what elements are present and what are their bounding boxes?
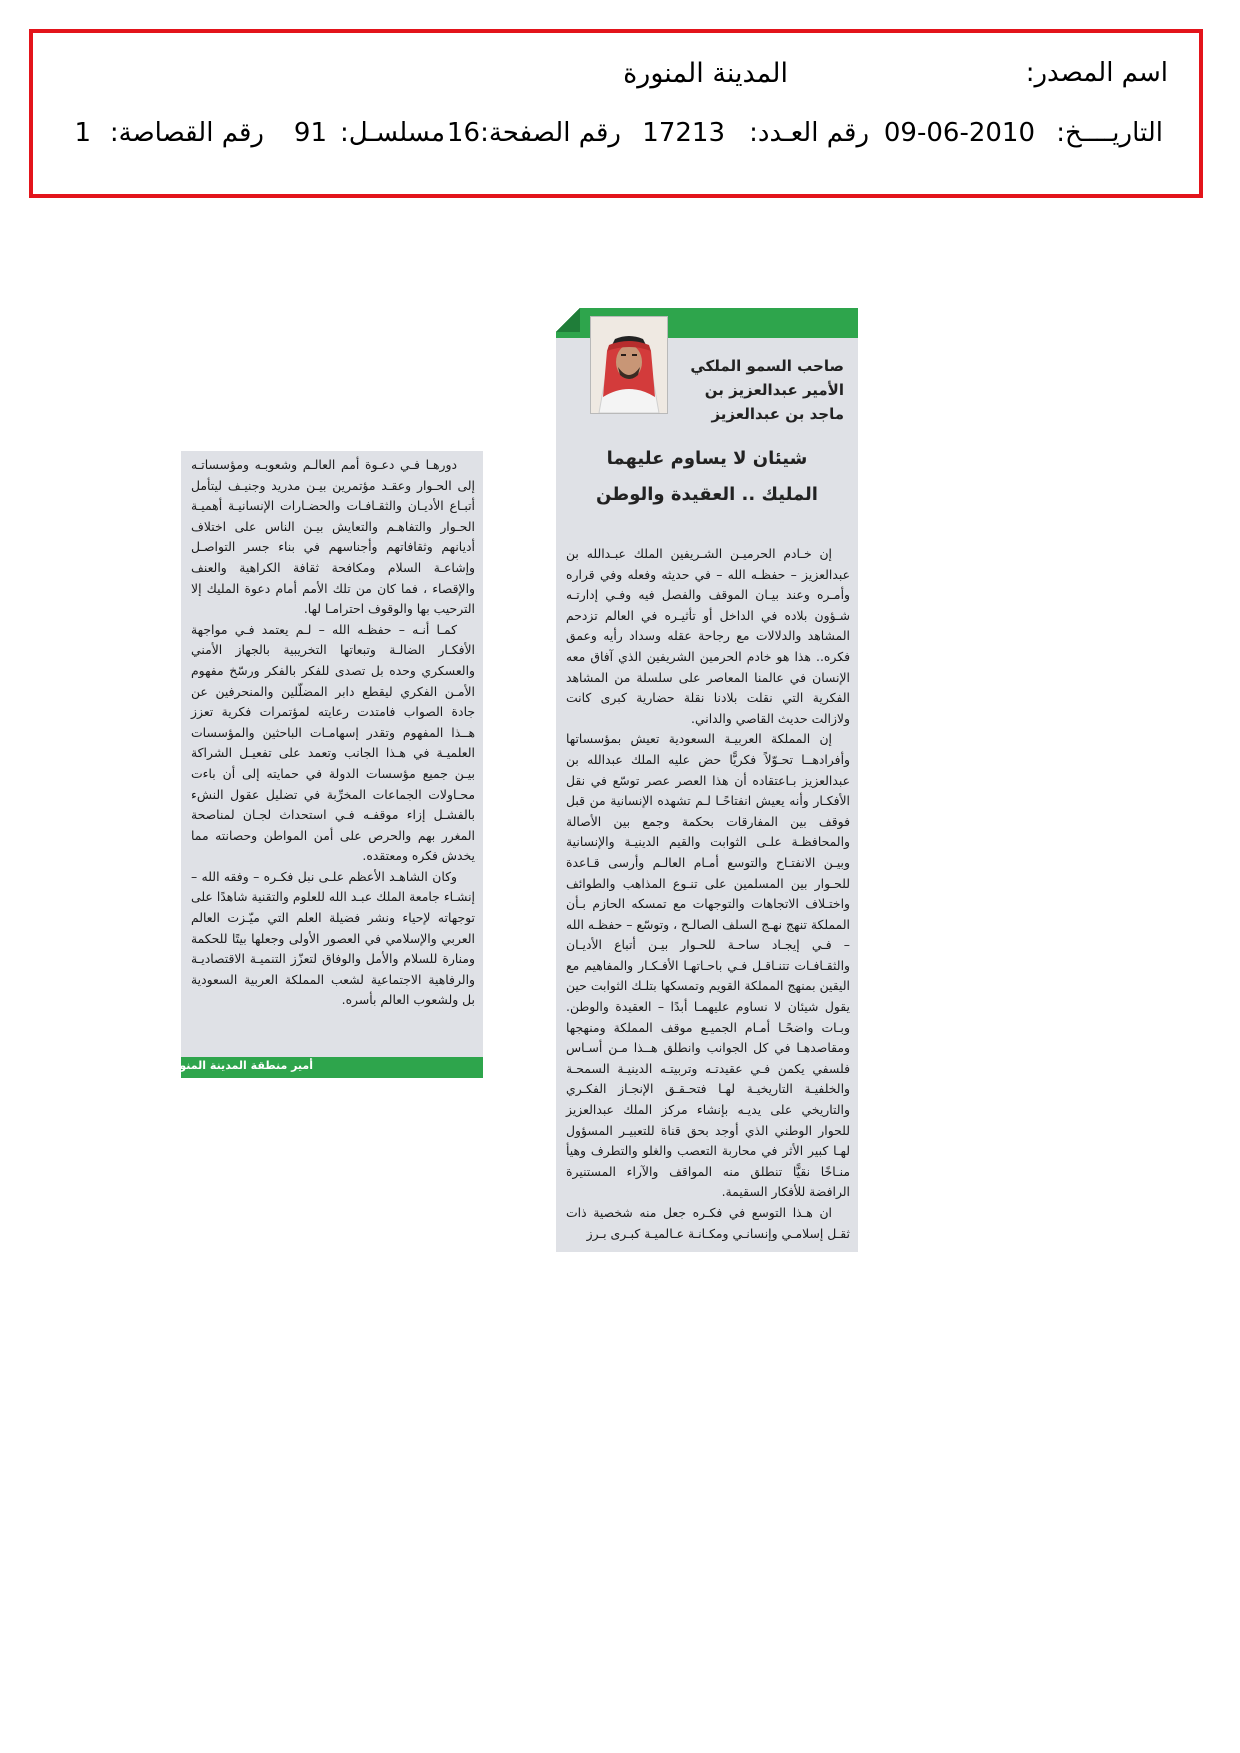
- date-label: التاريــــخ:: [1056, 118, 1163, 148]
- serial-label: مسلسـل:: [340, 118, 445, 148]
- page-label: رقم الصفحة:: [480, 118, 621, 148]
- paragraph: كمـا أنـه – حفظـه الله – لـم يعتمد فـي مواجهة الأفكـار الضالـة وتبعاتها التخريبية بالجهاز الأمني والعسكري وحده بل تصدى للفكر بالفكر ورسّخ مفهوم الأمـن الفكري ليقطع دابر المضلّلين والمنحرفين عن جادة الصواب فامتدت رعايته لمؤتمرات فكرية تعزز هــذا المفهوم وتقدر إسهامـات الباحثين والمؤسسات العلميـة في هـذا الجانب وتعمد على تفعيـل الشراكة بيـن جميع مؤسسات الدولة في حمايته إلى أن باءت محـاولات الجماعات المخرِّبة في تضليل عقول النشء بالفشـل إزاء موقفـه فـي استحداث لجـان لمناصحة المغرر بهم والحرص على أمن المواطن وحصانته مما يخدش فكره ومعتقده.: [191, 621, 475, 864]
- paragraph: إن خـادم الحرميـن الشـريفين الملك عبـدالله بن عبدالعزيز – حفظـه الله – في حديثه وفعله وفي قراره وأمـره وعند بيـان الموقف والفصل فيه وفـي إدارتـه شـؤون بلاده في الداخل أو تأثيـره في العالم تزدحم المشاهد والدلالات مع رجاحة عقله وسداد رأيه وعمق فكره.. هذا هو خادم الحرمين الشريفين الذي آفاق معه الإنسان في عالمنا المعاصر على سلسلة من المشاهد الفكرية التي نقلت بلادنا نقلة حضارية كبرى كانت ولازالت حديث القاصي والداني.: [566, 546, 850, 726]
- author-line-2: الأمير عبدالعزيز بن: [704, 381, 844, 399]
- article-body-right: [566, 544, 850, 1244]
- article-left-column: [181, 451, 483, 1076]
- date-value: 09-06-2010: [883, 118, 1035, 148]
- article-body-left: [191, 455, 475, 1011]
- paragraph: وكان الشاهـد الأعظم علـى نبل فكـره – وفقه الله – إنشـاء جامعة الملك عبـد الله للعلوم والتقنية شاهدًا على توجهاته لإحياء ونشر فضيلة العلم التي ميّـزت العالم العربي والإسلامي في العصور الأولى وجعلها بيتًا للحكمة ومنارة للسلام والأمل والوفاق لتعزّز التنميـة الاقتصاديـة والرفاهية الاجتماعية لشعب المملكة العربية السعودية بل ولشعوب العالم بأسره.: [191, 868, 475, 1008]
- clip-value: 1: [74, 118, 91, 148]
- issue-label: رقم العـدد:: [749, 118, 869, 148]
- clip-label: رقم القصاصة:: [109, 118, 264, 148]
- author-name: [674, 354, 844, 426]
- paragraph: ان هـذا التوسع في فكـره جعل منه شخصية ذات ثقـل إسلامـي وإنسانـي ومكـانـة عـالميـة كبـرى بـرز: [566, 1205, 850, 1241]
- serial-value: 91: [293, 118, 327, 148]
- source-value: المدينة المنورة: [623, 58, 788, 89]
- caption-band: [166, 1057, 483, 1078]
- author-line-1: صاحب السمو الملكي: [690, 357, 844, 375]
- author-photo: [590, 316, 668, 414]
- source-label: اسم المصدر:: [1025, 58, 1168, 88]
- paragraph: إن المملكة العربيـة السعودية تعيش بمؤسساتها وأفرادهــا تحـوّلاً فكريًّا حض عليه الملك عبدالله بن عبدالعزيز بـاعتقاده أن هذا العصر عصر توسّع في نقل الأفكـار وأنه يعيش انفتاحًـا لـم تشهده الإنسانية من قبل فوقف بين المفارقات بحكمة وجمع بين الأصالة والمحافظـة علـى الثوابت والقيم الدينيـة والإنسانية وبيـن الانفتـاح والتوسع أمـام العالـم وأرسى قـاعدة للحـوار بين المسلمين على تنـوع المذاهب والطوائف واختـلاف الاتجاهات والتوجهات مع تمسكه الحازم بـأن المملكة تنهج نهـج السلف الصالـح ، وتوسّع – حفظـه الله – فـي إيجـاد ساحـة للحـوار بيـن أتباع الأديـان والثقـافـات تتنـاقـل فـي باحـاتهـا الأفـكـار والمفاهيم مع اليقين بمنهج المملكة القويم وتمسكها بتلـك الثوابت حين يقول شيئان لا نساوم عليهمـا أبدًا – العقيدة والوطن. وبـات واضحًـا أمـام الجميـع موقف المملكة ومنهجها ومقاصدهـا في كل الجوانب وانطلق هــذا مـن أسـاس فلسفي يكمن فـي عقيدتـه وتربيتـه الدينيـة السمحـة والخلفيـة التاريخيـة لهـا فتحـقـق الإنجـاز الفكـري والتاريخي على يديـه بإنشاء مركز الملك عبدالعزيز للحوار الوطني الذي أوجد بحق قناة للتعبيـر المسؤول لهـا كبير الأثر في محاربة التعصب والغلو والتطرف وهيأ منـاخًا نقيًّا تنطلق منه المواقف والآراء المستنيرة الرافضة للأفكار السقيمة.: [566, 731, 850, 1200]
- page-fold-corner: [556, 308, 580, 332]
- page-value: 16: [446, 118, 480, 148]
- issue-value: 17213: [642, 118, 725, 148]
- headline-line-2: المليك .. العقيدة والوطن: [596, 484, 818, 505]
- headline-line-1: شيئان لا يساوم عليهما: [606, 448, 808, 469]
- article-right-column: [556, 308, 858, 1252]
- clipping-header-box: [29, 29, 1203, 198]
- author-line-3: ماجد بن عبدالعزيز: [711, 405, 844, 423]
- paragraph: دورهـا فـي دعـوة أمم العالـم وشعوبـه ومؤسساتـه إلى الحـوار وعقـد مؤتمرين بيـن مدريد وجنيـف ليتأمل أتبـاع الأديـان والثقـافـات والحضـارات الإنسانيـة أهميـة الحـوار والتفاهـم والتعايش بيـن الناس على اختلاف أديانهم وثقافاتهم وأجناسهم في بناء جسر التواصـل وإشاعـة السلام ومكافحة ثقافة الكراهية والعنف والإقصاء ، فما كان من تلك الأمم أمام دعوة المليك إلا الترحيب بها والوقوف احترامـا لها.: [191, 457, 475, 617]
- author-caption: أمير منطقة المدينة المنورة: [166, 1059, 313, 1072]
